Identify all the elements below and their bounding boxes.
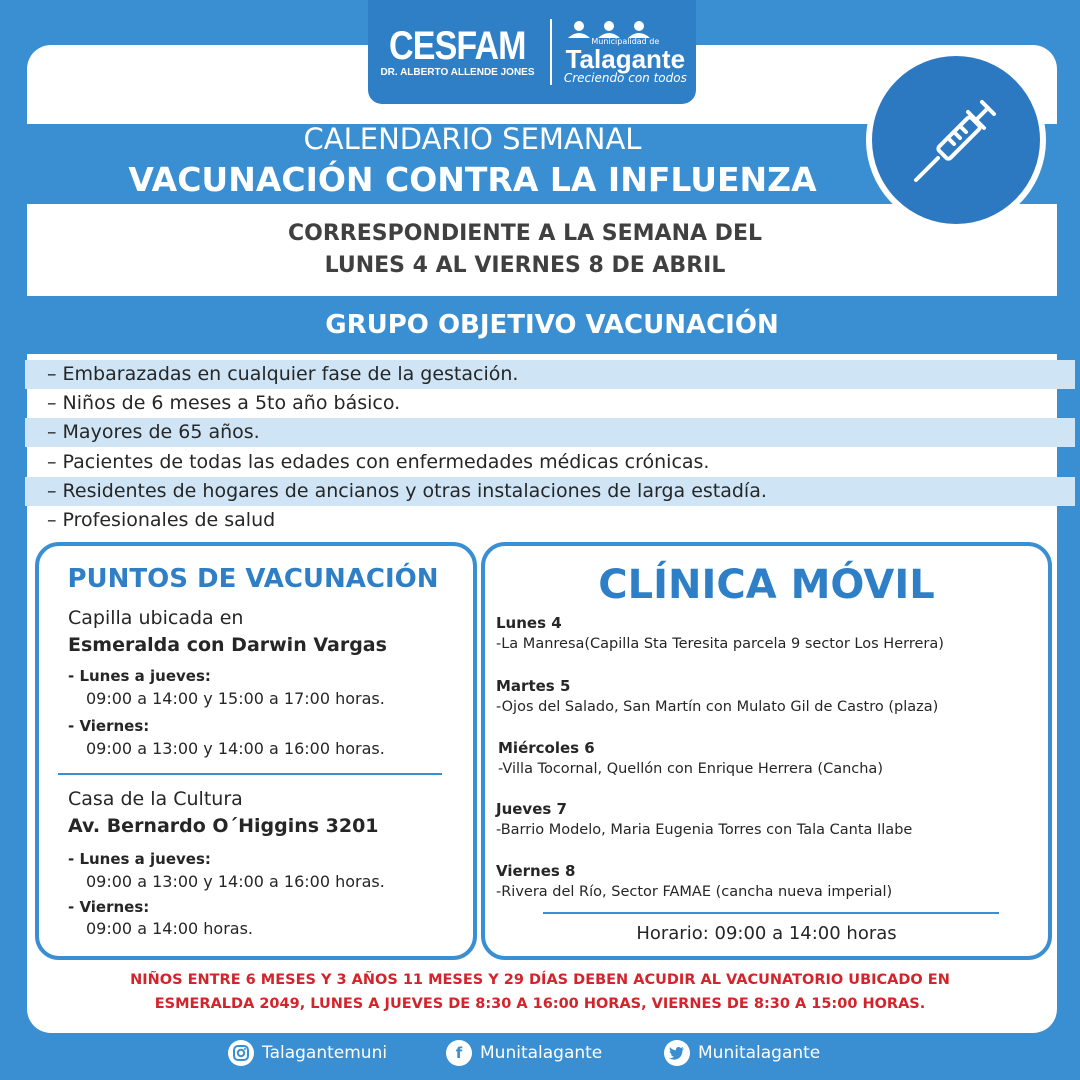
puntos-title: PUNTOS DE VACUNACIÓN — [67, 564, 439, 594]
cesfam-name: CESFAM — [389, 24, 526, 68]
note-line2: ESMERALDA 2049, LUNES A JUEVES DE 8:30 A 16:00 HORAS, VIERNES DE 8:30 A 15:00 HORAS. — [154, 996, 926, 1012]
list-item: – Niños de 6 meses a 5to año básico. — [47, 392, 401, 414]
site1-hours1: 09:00 a 14:00 y 15:00 a 17:00 horas. — [86, 689, 385, 708]
clinica-day-4: Jueves 7 — [496, 800, 567, 818]
list-item: – Embarazadas en cualquier fase de la gestación. — [25, 360, 1075, 389]
clinica-horario: Horario: 09:00 a 14:00 horas — [636, 923, 897, 944]
week-range — [0, 218, 1050, 282]
instagram-icon — [228, 1040, 254, 1066]
header-line1: CALENDARIO SEMANAL — [303, 122, 642, 156]
site2-day2: - Viernes: — [68, 898, 150, 916]
clinica-title: CLÍNICA MÓVIL — [598, 562, 935, 608]
municipality-small: Municipalidad de — [591, 37, 660, 46]
syringe-badge — [866, 50, 1046, 230]
instagram-link[interactable] — [228, 1040, 387, 1066]
people-icon — [564, 20, 654, 38]
list-item: – Profesionales de salud — [47, 509, 276, 531]
site1-day2: - Viernes: — [68, 717, 150, 735]
clinica-divider — [543, 912, 999, 914]
clinica-place-4: -Barrio Modelo, Maria Eugenia Torres con Tala Canta Ilabe — [496, 822, 913, 838]
facebook-link[interactable] — [446, 1040, 602, 1066]
week-line2: LUNES 4 AL VIERNES 8 DE ABRIL — [324, 253, 726, 278]
municipality-slogan: Creciendo con todos — [563, 71, 687, 85]
site2-hours2: 09:00 a 14:00 horas. — [86, 919, 254, 938]
list-item: – Residentes de hogares de ancianos y otras instalaciones de larga estadía. — [25, 477, 1075, 506]
clinica-day-1: Lunes 4 — [496, 614, 562, 632]
logo-separator — [550, 19, 552, 85]
talagante-logo — [564, 20, 687, 84]
twitter-handle: Munitalagante — [698, 1043, 821, 1063]
facebook-icon: f — [446, 1040, 472, 1066]
instagram-handle: Talagantemuni — [262, 1043, 388, 1063]
site2-address: Av. Bernardo O´Higgins 3201 — [68, 815, 379, 837]
clinica-day-5: Viernes 8 — [496, 862, 576, 880]
list-item: – Mayores de 65 años. — [25, 418, 1075, 447]
syringe-icon — [906, 90, 1006, 190]
children-note — [35, 968, 1045, 1016]
site1-address: Esmeralda con Darwin Vargas — [68, 634, 387, 656]
facebook-handle: Munitalagante — [480, 1043, 603, 1063]
cesfam-logo — [368, 0, 696, 104]
site2-day1: - Lunes a jueves: — [68, 850, 211, 868]
list-item: – Pacientes de todas las edades con enfermedades médicas crónicas. — [47, 451, 710, 473]
week-line1: CORRESPONDIENTE A LA SEMANA DEL — [287, 221, 762, 246]
site2-hours1: 09:00 a 13:00 y 14:00 a 16:00 horas. — [86, 872, 385, 891]
note-line1: NIÑOS ENTRE 6 MESES Y 3 AÑOS 11 MESES Y 29 DÍAS DEBEN ACUDIR AL VACUNATORIO UBICADO EN — [130, 972, 950, 988]
cesfam-doctor: DR. ALBERTO ALLENDE JONES — [380, 67, 535, 78]
clinica-day-3: Miércoles 6 — [498, 739, 595, 757]
site1-line1: Capilla ubicada en — [68, 607, 244, 629]
clinica-place-3: -Villa Tocornal, Quellón con Enrique Herrera (Cancha) — [498, 761, 883, 777]
twitter-icon — [664, 1040, 690, 1066]
site1-hours2: 09:00 a 13:00 y 14:00 a 16:00 horas. — [86, 739, 385, 758]
clinica-place-2: -Ojos del Salado, San Martín con Mulato Gil de Castro (plaza) — [496, 699, 939, 715]
twitter-link[interactable] — [664, 1040, 820, 1066]
grupo-title: GRUPO OBJETIVO VACUNACIÓN — [325, 310, 779, 340]
clinica-day-2: Martes 5 — [496, 677, 571, 695]
social-footer — [0, 1040, 1080, 1076]
clinica-place-1: -La Manresa(Capilla Sta Teresita parcela 9 sector Los Herrera) — [496, 636, 944, 652]
header-line2: VACUNACIÓN CONTRA LA INFLUENZA — [128, 160, 817, 199]
site1-day1: - Lunes a jueves: — [68, 667, 211, 685]
clinica-place-5: -Rivera del Río, Sector FAMAE (cancha nueva imperial) — [496, 884, 893, 900]
municipality-name: Talagante — [565, 44, 686, 74]
puntos-divider — [58, 773, 442, 775]
cesfam-wordmark — [377, 26, 538, 78]
site2-line1: Casa de la Cultura — [68, 788, 243, 810]
